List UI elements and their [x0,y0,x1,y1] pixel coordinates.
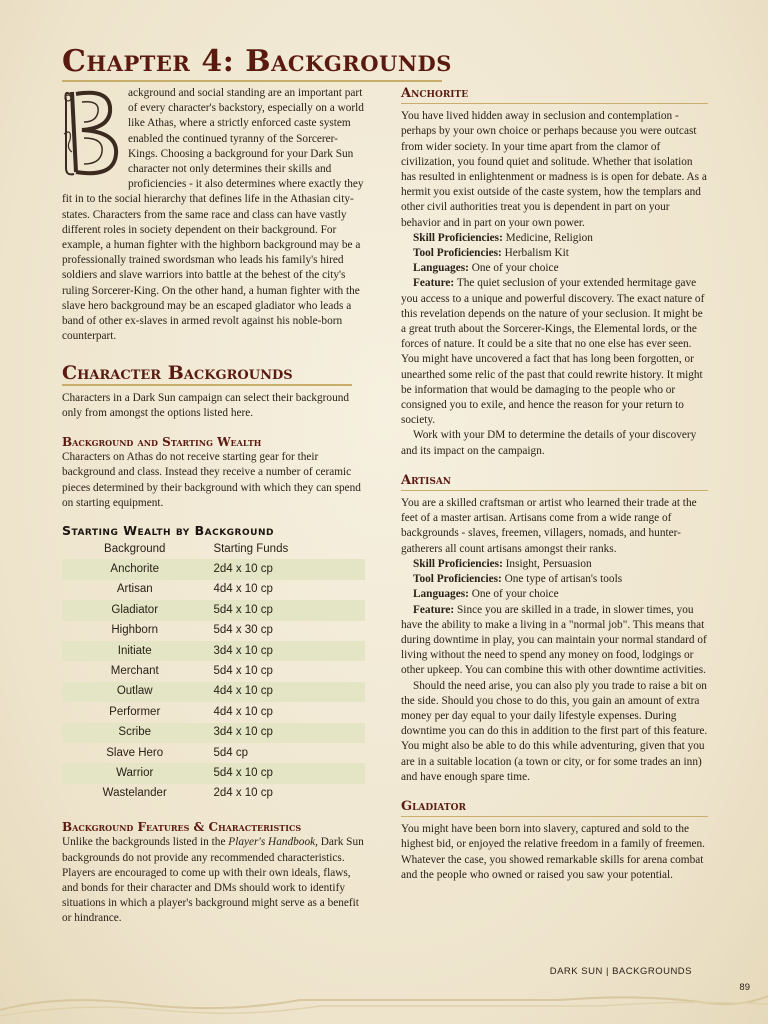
artisan-feature [401,603,708,679]
table-row [62,743,365,763]
table-cell: Highborn [111,624,159,637]
value: One of your choice [468,262,559,275]
artisan-tools [413,572,708,587]
value: Medicine, Religion [502,231,593,244]
intro-paragraph: ackground and social standing are an important part of every character's backstory, especially on a world like Athas, where a strictly enforced caste system enabled the continued tyranny of the Sorcerer-Kings. Choosing a background for your Dark Sun character not only determines their skills and proficiencies - it also determines where exactly they fit in to the social hierarchy that defines life in the Athasian city-states. Characters from the same race and class can have vastly different roles in society dependent on their background. For example, a human fighter with the highborn background may be a professionally trained swordsman who leads his family's hired soldiers and slave warriors into battle at the behest of the city's ruling Sorcerer-King. On the other hand, a human fighter with the slave hero background may be an escaped gladiator who leads a band of other ex-slaves in armed revolt against his noble-born counterpart. [62,87,364,343]
table-header-row [62,540,365,559]
table-cell: Scribe [62,723,207,743]
table-cell: 3d4 x 10 cp [207,723,365,743]
border-flourish-icon [0,990,768,1024]
features-text-b: , Dark Sun backgrounds do not provide any recommended characteristics. Players are encouraged to come up with their own ideals, flaws, and bonds for their character and DMs should work to identify situations in which a player's background might serve as a benefit or hindrance. [62,836,364,925]
intro [62,86,365,344]
value: One of your choice [468,588,559,601]
table-cell: Wastelander [102,787,167,800]
value: Since you are skilled in a trade, in slower times, you have the ability to make a living in a "normal job". This means that during downtime in play, you can maintain your normal standard of living without the need to spend any money on food, lodgings or other upkeep. You can combine this with other downtime activities. [401,603,707,677]
value: One type of artisan's tools [501,573,623,586]
label: Feature: [413,277,455,290]
heading-starting-wealth: Background and Starting Wealth [62,435,262,450]
page-title: Chapter 4: Backgrounds [62,44,452,79]
table-cell: 5d4 x 10 cp [207,600,365,620]
heading-anchorite: Anchorite [401,86,469,101]
value: The quiet seclusion of your extended hermitage gave you access to a unique and powerful discovery. The exact nature of this revelation depends on the nature of your seclusion. It might be a great truth about the Sorcerer-Kings, the Elemental lords, or the forces of nature. It could be a site that no one else has ever seen. You might have uncovered a fact that has long been forgotten, or unearthed some relic of the past that could rewrite history. It might be information that would be damaging to the people who or consigned you to exile, and hence the reason for your return to society. [401,277,705,427]
table-cell: 5d4 cp [213,746,248,759]
value: Insight, Persuasion [502,557,592,570]
table-row [62,763,365,783]
label: Tool Proficiencies: [413,573,502,586]
artisan-extra: Should the need arise, you can also ply you trade to raise a bit on the side. Should you chose to do this, you gain an amount of extra money per day equal to your daily lifestyle expenses. During downtime you can do this in addition to the first part of this feature. You might also be able to do this while adventuring, given that you are in a suitable location (a town or city, or for some trades an inn) and have enough spare time. [401,679,708,783]
anchorite-tools [413,246,708,261]
features-text [62,835,365,926]
artisan-skills [413,557,708,572]
anchorite-skills [413,231,708,246]
wealth-table-title: Starting Wealth by Background [62,523,274,539]
table-row [62,661,365,681]
label: Languages: [413,262,469,275]
label: Skill Proficiencies: [413,231,503,244]
character-backgrounds-text: Characters in a Dark Sun campaign can select their background only from amongst the options listed here. [62,391,350,419]
gladiator-text: You might have been born into slavery, captured and sold to the highest bid, or enjoyed the relative freedom in a family of freemen. Whatever the case, you showed remarkable skills for arena combat and the people who owned or raised you saw your potential. [401,823,705,881]
artisan-languages [413,587,708,602]
dropcap-b-icon [62,88,122,178]
table-cell: Gladiator [62,600,207,620]
table-row [62,682,365,702]
table-cell: Anchorite [62,559,207,579]
running-footer: DARK SUN | BACKGROUNDS [549,966,692,977]
column-header: Starting Funds [213,543,289,556]
page-number: 89 [739,982,750,993]
anchorite-feature [401,276,708,428]
table-cell: 4d4 x 10 cp [213,583,273,596]
anchorite-work: Work with your DM to determine the details of your discovery and its impact on the campaign. [401,429,697,457]
heading-features: Background Features & Characteristics [62,820,302,835]
heading-character-backgrounds: Character Backgrounds [62,362,293,385]
title-rule [62,80,442,82]
table-row [62,600,365,620]
anchorite-languages [413,261,708,276]
table-row [62,559,365,579]
table-cell: 5d4 x 30 cp [213,624,273,637]
artisan-text: You are a skilled craftsman or artist who learned their trade at the feet of a master artisan. Artisans come from a wide range of backgrounds - slaves, freemen, villagers, nomads, and hunter-gatherers all count artisans amongst their ranks. [401,497,697,555]
table-cell: Performer [109,705,161,718]
table-cell: Outlaw [62,682,207,702]
label: Feature: [413,603,455,616]
table-cell: 3d4 x 10 cp [207,641,365,661]
book-title: Player's Handbook [228,836,316,849]
heading-gladiator: Gladiator [401,798,466,814]
table-cell: 4d4 x 10 cp [213,705,273,718]
starting-wealth-text: Characters on Athas do not receive starting gear for their background and class. Instead they receive a number of ceramic pieces determined by their background with which they can spend on starting equipment. [62,451,361,509]
column-header: Background [104,543,166,556]
table-row [62,641,365,661]
table-cell: 5d4 x 10 cp [207,763,365,783]
heading-rule [401,490,708,491]
table-cell: 4d4 x 10 cp [207,682,365,702]
heading-rule [401,103,708,104]
table-row [62,702,365,722]
table-cell: Artisan [116,583,153,596]
label: Tool Proficiencies: [413,247,502,260]
label: Skill Proficiencies: [413,557,503,570]
anchorite-text: You have lived hidden away in seclusion and contemplation - perhaps by your own choice or perhaps because you were outcast from wider society. In your time apart from the clamor of civilization, you found quiet and solitude. Whether that isolation has resulted in enlightenment or madness is is open for debate. As a hermit you exist outside of the caste system, how the templars and other civil authorities treat you is dependent in part on your behavior and in part on your own power. [401,110,707,229]
table-cell: 2d4 x 10 cp [213,787,273,800]
heading-rule [401,816,708,817]
table-row [62,580,365,600]
right-column [401,86,708,883]
table-cell: 5d4 x 10 cp [213,665,273,678]
table-row [62,621,365,641]
wealth-table [62,540,365,804]
features-text-a: Unlike the backgrounds listed in the [62,836,229,849]
heading-artisan: Artisan [401,472,452,488]
value: Herbalism Kit [501,247,569,260]
table-cell: Initiate [62,641,207,661]
table-cell: 2d4 x 10 cp [207,559,365,579]
table-row [62,784,365,804]
table-cell: Slave Hero [106,746,164,759]
table-cell: Merchant [110,665,159,678]
table-cell: Warrior [62,763,207,783]
label: Languages: [413,588,469,601]
table-row [62,723,365,743]
left-column [62,86,365,927]
